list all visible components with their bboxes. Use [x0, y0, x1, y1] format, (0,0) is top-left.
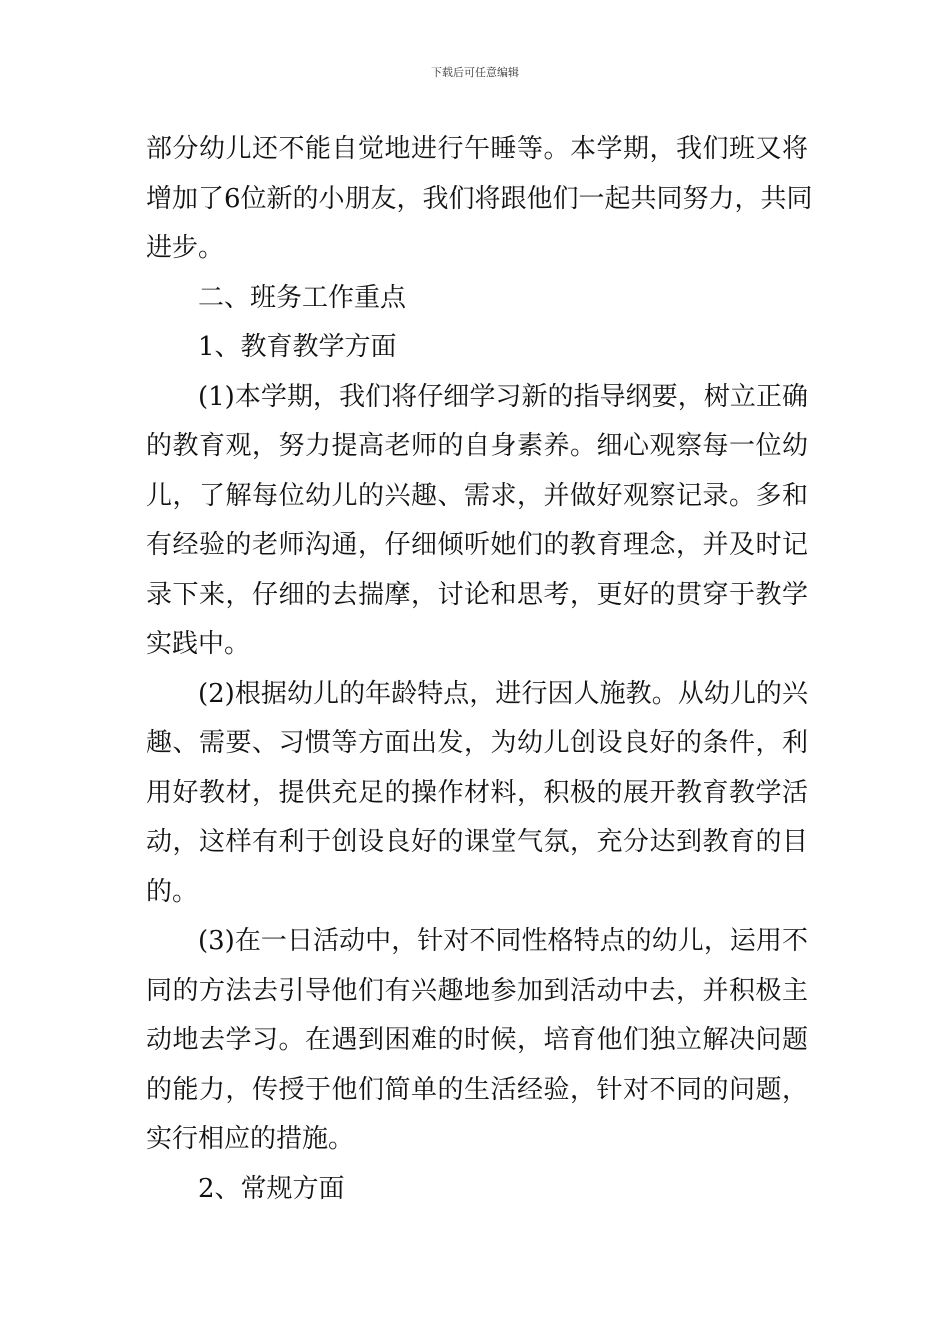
- text-line: 实行相应的措施。: [146, 1124, 355, 1154]
- document-body: [146, 125, 813, 1214]
- page-header: 下载后可任意编辑: [431, 66, 519, 79]
- text-line: 2、常规方面: [198, 1173, 345, 1204]
- text-line: 进步。: [146, 233, 225, 263]
- text-line: 增加了6位新的小朋友，我们将跟他们一起共同努力，共同: [146, 183, 813, 214]
- text-line: 的能力，传授于他们简单的生活经验，针对不同的问题，: [146, 1074, 808, 1105]
- paragraph: [146, 917, 808, 1165]
- text-line: 的教育观，努力提高老师的自身素养。细心观察每一位幼: [146, 431, 808, 461]
- text-line: 录下来，仔细的去揣摩，讨论和思考，更好的贯穿于教学: [146, 579, 808, 610]
- text-line: (2)根据幼儿的年龄特点，进行因人施教。从幼儿的兴: [198, 678, 808, 709]
- text-line: 动地去学习。在遇到困难的时候，培育他们独立解决问题: [146, 1025, 808, 1055]
- section-heading: [146, 274, 808, 324]
- text-line: 二、班务工作重点: [198, 282, 407, 313]
- text-line: 1、教育教学方面: [198, 332, 397, 362]
- text-line: 的。: [146, 876, 199, 907]
- text-line: (3)在一日活动中，针对不同性格特点的幼儿，运用不: [198, 926, 808, 956]
- text-line: 实践中。: [146, 629, 251, 659]
- paragraph: [146, 125, 813, 274]
- subsection-heading: [146, 323, 808, 373]
- text-line: 部分幼儿还不能自觉地进行午睡等。本学期，我们班又将: [146, 134, 808, 164]
- text-line: 儿，了解每位幼儿的兴趣、需求，并做好观察记录。多和: [146, 480, 808, 511]
- paragraph: [146, 670, 808, 918]
- text-line: 有经验的老师沟通，仔细倾听她们的教育理念，并及时记: [146, 530, 808, 560]
- text-line: 用好教材，提供充足的操作材料，积极的展开教育教学活: [146, 777, 808, 808]
- text-line: 同的方法去引导他们有兴趣地参加到活动中去，并积极主: [146, 975, 808, 1006]
- text-line: (1)本学期，我们将仔细学习新的指导纲要，树立正确: [198, 381, 808, 412]
- subsection-heading: [146, 1165, 808, 1215]
- text-line: 趣、需要、习惯等方面出发，为幼儿创设良好的条件，利: [146, 728, 808, 758]
- paragraph: [146, 373, 808, 670]
- text-line: 动，这样有利于创设良好的课堂气氛，充分达到教育的目: [146, 827, 808, 857]
